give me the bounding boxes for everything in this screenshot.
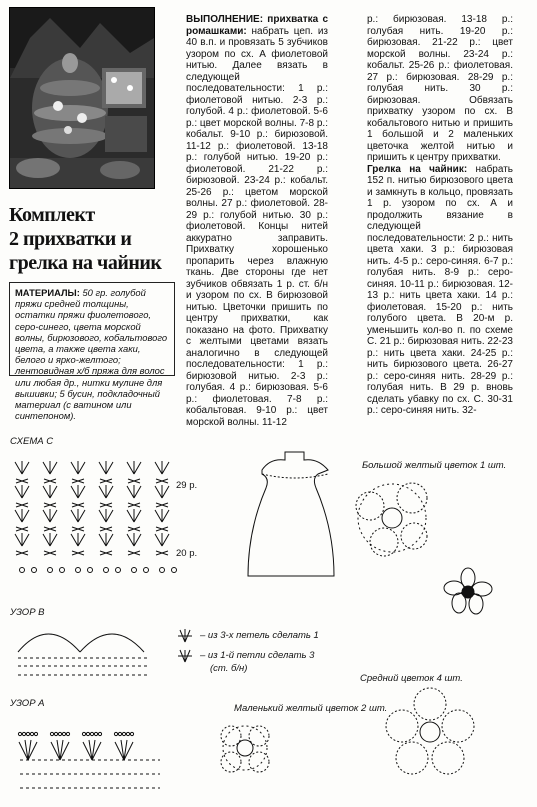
crochet-diagrams (0, 430, 537, 807)
legend-decrease: – из 3-х петель сделать 1 (200, 630, 319, 641)
pattern-b-diagram (18, 634, 150, 675)
tea-cosy-shape (248, 452, 334, 576)
materials-text: 50 гр. голубой пряжи средней толщины, остатки пряжи фиолетового, серо-синего, цвета морской волны, бирюзового, кобальтового цвета, а также цвета хаки, белого и ярко-желтого; лентовидная х/б пряжа для волос или любая др., нитки мулине для вышивки; 5 бусин, подкладочный материал (с ватином или синтепоном). (15, 287, 168, 422)
tea-cosy-heading: Грелка на чайник: (367, 163, 468, 175)
big-flower-label: Большой желтый цветок 1 шт. (362, 460, 507, 471)
title-line-3: грелка на чайник (9, 252, 162, 274)
schema-c-label: СХЕМА С (10, 436, 54, 447)
schema-c-diagram (15, 461, 177, 573)
flower-icon (444, 568, 492, 614)
tea-cosy-text: набрать 152 п. нитью бирюзового цвета и замкнуть в кольцо, провязать 1 р. узором по сх. А и продолжить вязание в следующей последовательности: 2 р.: нить цвета хаки. 3 р.: бирюзовая нить. 4-5 р.: серо-синяя. 6-7 р.: голубая нить. 8-9 р.: серо-синяя. 10-11 р.: бирюзовая. 12-13 р.: нить цвета хаки. 14 р.: фиолетовая. 15-20 р.: нить голубого цвета. В 20-м р. уменьшить кол-во п. по схеме С. 21 р.: бирюзовая нить. 22-23 р.: нить цвета хаки. 24-25 р.: нить бирюзового цвета. 26-27 р.: серо-синяя нить. 28-29 р.: голубая нить. В 29 р. вновь сделать убавку по сх. С. 30-31 р.: серо-синяя нить. 32- (367, 163, 513, 416)
medium-flower-label: Средний цветок 4 шт. (360, 673, 463, 684)
page-title (9, 203, 179, 275)
instructions-column-2 (367, 14, 513, 417)
medium-flower-diagram (386, 688, 474, 774)
small-flower-label: Маленький желтый цветок 2 шт. (234, 703, 388, 714)
product-photo (9, 7, 155, 189)
diagrams-area (0, 430, 537, 807)
execution-heading: ВЫПОЛНЕНИЕ: прихватка с ромашками: (186, 14, 328, 37)
legend-increase: – из 1-й петли сделать 3 (200, 650, 315, 661)
decrease-symbol (178, 629, 192, 642)
execution-text: набрать цеп. из 40 в.п. и провязать 5 зубчиков узором по сх. А фиолетовой нитью. Далее вязать в следующей последовательности: 1 р.: фиолетовой нитью. 2-3 р.: голубой. 4 р.: фиолетовой. 5-6 р.: цвет морской волны. 7-8 р.: кобальт. 9-10 р.: бирюзовой. 11-12 р.: фиолетовой. 13-18 р.: голубой нитью. 19-20 р.: фиолетовой. 21-22 р.: бирюзовой. 23-24 р.: кобальт. 25-26 р.: цветом морской волны. 27 р.: фиолетовой. 28-29 р.: голубой нитью. 30 р.: фиолетовой. Концы нитей аккуратно заправить. Прихватку хорошенько пропарить через влажную ткань. Две стороны где нет зубчиков обвязать 1 р. ст. б/н и узором по сх. В бирюзовой нитью. Цветочки пришить по центру прихватки, как показано на фото. Прихватку с желтыми цветами вязать аналогично в следующей последовательности: 1 р.: бирюзовой нитью. 2-3 р.: голубая. 4 р.: бирюзовая. 5-6 р.: фиолетовая. 7-8 р.: кобальтовая. 9-10 р.: цвет морской волны. 11-12 (186, 25, 328, 428)
title-line-2: 2 прихватки и (9, 228, 132, 250)
legend-increase-note: (ст. б/н) (210, 663, 248, 674)
pattern-a-label: УЗОР А (10, 698, 45, 709)
row-20-label: 20 р. (176, 548, 198, 559)
pattern-a-diagram (18, 732, 160, 788)
materials-box (9, 282, 175, 422)
materials-heading: МАТЕРИАЛЫ: (15, 287, 80, 298)
increase-symbol (178, 650, 192, 662)
pattern-b-label: УЗОР В (10, 607, 45, 618)
big-flower-diagram (356, 483, 427, 556)
small-flower-diagram (221, 726, 269, 772)
instructions-column-1 (186, 14, 328, 428)
potholder-continued-text: р.: бирюзовая. 13-18 р.: голубая нить. 19-20 р.: бирюзовая. 21-22 р.: цвет морской волны. 23-24 р.: кобальт. 25-26 р.: фиолетовая. 27 р.: бирюзовая. 28-29 р.: голубая нить. 30 р.: бирюзовая. Обвязать прихватку узором по сх. В кобальтового нитью и пришить 1 большой и 2 маленьких цветочка желтой нитью и пришить к центру прихватки. (367, 14, 513, 163)
row-29-label: 29 р. (176, 480, 198, 491)
title-line-1: Комплект (9, 204, 95, 226)
